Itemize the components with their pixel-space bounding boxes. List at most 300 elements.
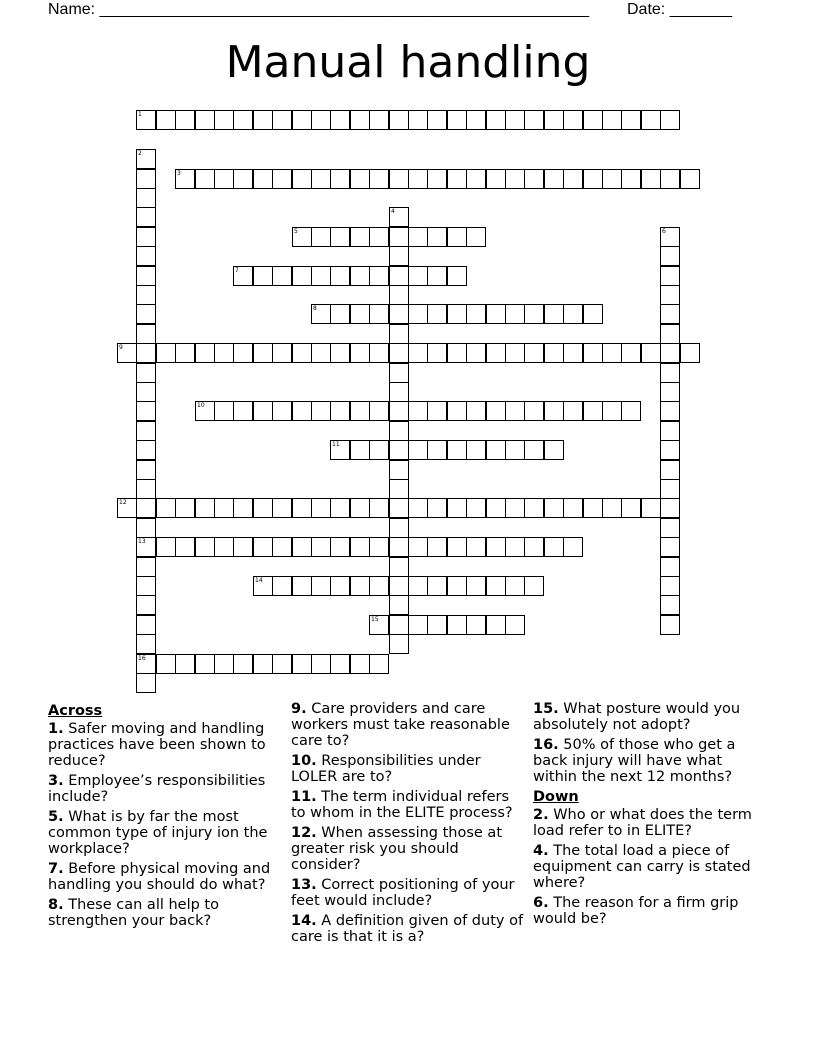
grid-cell[interactable] (156, 498, 176, 518)
grid-cell[interactable] (524, 110, 544, 130)
grid-cell[interactable] (136, 188, 156, 208)
grid-cell[interactable] (447, 401, 467, 421)
grid-cell[interactable] (311, 343, 331, 363)
clue-text: Responsibilities under LOLER are to? (291, 753, 481, 785)
grid-cell[interactable] (330, 401, 350, 421)
grid-cell[interactable] (486, 615, 506, 635)
grid-cell[interactable] (369, 169, 389, 189)
grid-cell[interactable] (253, 498, 273, 518)
grid-cell[interactable] (214, 169, 234, 189)
grid-cell[interactable] (136, 518, 156, 538)
grid-cell[interactable] (389, 557, 409, 577)
grid-cell[interactable] (311, 227, 331, 247)
grid-cell[interactable] (486, 537, 506, 557)
grid-cell[interactable] (680, 343, 700, 363)
grid-cell[interactable] (427, 537, 447, 557)
grid-cell[interactable] (466, 110, 486, 130)
grid-cell[interactable] (621, 401, 641, 421)
grid-cell[interactable] (427, 343, 447, 363)
grid-cell[interactable] (563, 304, 583, 324)
grid-cell[interactable] (233, 110, 253, 130)
grid-cell[interactable] (486, 498, 506, 518)
grid-cell[interactable] (272, 169, 292, 189)
grid-cell[interactable] (486, 343, 506, 363)
grid-cell[interactable] (505, 615, 525, 635)
grid-cell[interactable] (292, 343, 312, 363)
grid-cell[interactable] (272, 110, 292, 130)
grid-cell[interactable] (350, 576, 370, 596)
grid-cell[interactable] (195, 654, 215, 674)
grid-cell[interactable] (427, 440, 447, 460)
grid-cell[interactable] (136, 343, 156, 363)
grid-cell[interactable] (175, 498, 195, 518)
grid-cell[interactable] (466, 498, 486, 518)
grid-cell[interactable] (292, 110, 312, 130)
grid-cell[interactable] (272, 537, 292, 557)
grid-cell[interactable] (408, 498, 428, 518)
grid-cell[interactable] (524, 576, 544, 596)
grid-cell[interactable] (505, 343, 525, 363)
grid-cell[interactable] (660, 324, 680, 344)
grid-cell[interactable] (389, 576, 409, 596)
grid-cell[interactable] (389, 479, 409, 499)
grid-cell[interactable] (389, 401, 409, 421)
grid-cell[interactable] (136, 227, 156, 247)
grid-cell[interactable] (660, 498, 680, 518)
grid-cell[interactable] (505, 498, 525, 518)
grid-cell[interactable] (641, 169, 661, 189)
grid-cell[interactable] (563, 537, 583, 557)
grid-cell[interactable] (389, 343, 409, 363)
grid-cell[interactable] (311, 266, 331, 286)
grid-cell[interactable] (233, 401, 253, 421)
grid-cell[interactable] (544, 498, 564, 518)
grid-cell[interactable] (136, 460, 156, 480)
grid-cell[interactable] (466, 401, 486, 421)
grid-cell[interactable] (660, 460, 680, 480)
grid-cell[interactable] (544, 169, 564, 189)
grid-cell[interactable] (136, 576, 156, 596)
grid-cell[interactable] (583, 304, 603, 324)
grid-cell[interactable] (350, 343, 370, 363)
grid-cell[interactable] (408, 343, 428, 363)
grid-cell[interactable] (389, 460, 409, 480)
grid-cell[interactable] (544, 401, 564, 421)
grid-cell[interactable] (505, 576, 525, 596)
grid-cell[interactable] (641, 498, 661, 518)
grid-cell[interactable] (214, 343, 234, 363)
grid-cell[interactable] (136, 615, 156, 635)
clue-text: What is by far the most common type of injury ion the workplace? (48, 809, 268, 857)
grid-cell[interactable] (680, 169, 700, 189)
grid-cell[interactable] (447, 169, 467, 189)
clue-number: 6. (533, 895, 549, 911)
grid-cell[interactable] (563, 343, 583, 363)
grid-cell[interactable] (195, 169, 215, 189)
grid-cell[interactable] (660, 421, 680, 441)
grid-cell[interactable] (563, 169, 583, 189)
grid-cell[interactable] (486, 169, 506, 189)
grid-cell[interactable] (660, 169, 680, 189)
grid-cell[interactable] (447, 440, 467, 460)
grid-cell[interactable] (272, 576, 292, 596)
grid-cell[interactable] (389, 440, 409, 460)
grid-cell[interactable] (660, 343, 680, 363)
grid-cell[interactable] (602, 498, 622, 518)
grid-cell[interactable] (660, 537, 680, 557)
grid-cell[interactable] (447, 266, 467, 286)
grid-cell[interactable] (524, 498, 544, 518)
grid-cell[interactable] (563, 401, 583, 421)
grid-cell[interactable] (641, 110, 661, 130)
grid-cell[interactable] (253, 266, 273, 286)
grid-cell[interactable] (214, 110, 234, 130)
grid-cell[interactable] (486, 110, 506, 130)
grid-cell[interactable] (544, 110, 564, 130)
grid-cell[interactable] (272, 654, 292, 674)
grid-cell[interactable] (272, 401, 292, 421)
grid-cell[interactable] (408, 537, 428, 557)
grid-cell[interactable] (350, 654, 370, 674)
grid-cell[interactable] (233, 169, 253, 189)
grid-cell[interactable] (544, 343, 564, 363)
grid-cell[interactable] (369, 654, 389, 674)
grid-cell[interactable] (621, 498, 641, 518)
grid-cell[interactable] (136, 557, 156, 577)
grid-cell[interactable] (427, 227, 447, 247)
grid-cell[interactable] (583, 110, 603, 130)
grid-cell[interactable] (466, 304, 486, 324)
grid-cell[interactable] (505, 169, 525, 189)
grid-cell[interactable] (389, 518, 409, 538)
grid-cell[interactable] (389, 634, 409, 654)
grid-cell[interactable] (369, 440, 389, 460)
grid-cell[interactable] (233, 537, 253, 557)
grid-cell[interactable] (156, 343, 176, 363)
grid-cell[interactable] (136, 266, 156, 286)
grid-cell[interactable] (136, 363, 156, 383)
grid-cell[interactable] (330, 343, 350, 363)
grid-cell[interactable] (660, 401, 680, 421)
grid-cell[interactable] (427, 266, 447, 286)
grid-cell[interactable] (311, 169, 331, 189)
grid-cell[interactable] (389, 421, 409, 441)
grid-cell[interactable] (427, 498, 447, 518)
grid-cell[interactable] (272, 498, 292, 518)
grid-cell[interactable] (195, 343, 215, 363)
grid-cell[interactable] (350, 304, 370, 324)
grid-cell[interactable] (330, 498, 350, 518)
grid-cell[interactable] (602, 169, 622, 189)
grid-cell[interactable] (389, 304, 409, 324)
grid-cell[interactable] (621, 169, 641, 189)
grid-cell[interactable] (350, 440, 370, 460)
grid-cell[interactable] (660, 615, 680, 635)
grid-cell[interactable] (505, 401, 525, 421)
grid-cell[interactable] (369, 110, 389, 130)
grid-cell[interactable] (427, 169, 447, 189)
clues-column-3 (533, 701, 769, 931)
grid-cell[interactable] (447, 110, 467, 130)
grid-cell[interactable] (253, 169, 273, 189)
grid-cell[interactable] (505, 304, 525, 324)
grid-cell[interactable] (175, 343, 195, 363)
clue-across-14 (291, 913, 527, 945)
grid-cell[interactable] (350, 401, 370, 421)
grid-cell[interactable] (350, 227, 370, 247)
grid-cell[interactable] (660, 382, 680, 402)
grid-cell[interactable] (136, 285, 156, 305)
grid-cell[interactable] (136, 421, 156, 441)
grid-cell[interactable] (427, 576, 447, 596)
grid-cell[interactable] (369, 304, 389, 324)
clue-across-15 (533, 701, 769, 733)
grid-cell[interactable] (389, 363, 409, 383)
grid-cell[interactable] (292, 537, 312, 557)
grid-cell[interactable] (583, 169, 603, 189)
grid-cell[interactable] (369, 266, 389, 286)
grid-cell[interactable] (447, 576, 467, 596)
grid-cell[interactable] (408, 110, 428, 130)
grid-cell[interactable] (427, 401, 447, 421)
grid-cell[interactable] (253, 343, 273, 363)
grid-cell[interactable] (175, 537, 195, 557)
grid-cell[interactable] (292, 654, 312, 674)
grid-cell[interactable] (660, 440, 680, 460)
grid-cell[interactable] (583, 343, 603, 363)
grid-cell[interactable] (524, 537, 544, 557)
grid-cell[interactable] (136, 440, 156, 460)
grid-cell[interactable] (524, 401, 544, 421)
grid-cell[interactable] (350, 169, 370, 189)
grid-cell[interactable] (136, 498, 156, 518)
grid-cell[interactable] (136, 324, 156, 344)
grid-cell[interactable] (311, 576, 331, 596)
grid-cell[interactable] (330, 537, 350, 557)
grid-cell[interactable] (486, 576, 506, 596)
grid-cell[interactable] (505, 110, 525, 130)
grid-cell[interactable] (389, 169, 409, 189)
grid-cell[interactable] (233, 654, 253, 674)
grid-cell[interactable] (524, 304, 544, 324)
clue-across-3 (48, 773, 284, 805)
grid-cell[interactable] (660, 304, 680, 324)
grid-cell[interactable] (136, 207, 156, 227)
grid-cell[interactable] (330, 304, 350, 324)
grid-cell[interactable] (136, 673, 156, 693)
grid-cell[interactable] (233, 498, 253, 518)
grid-cell[interactable] (660, 595, 680, 615)
grid-cell[interactable] (466, 576, 486, 596)
grid-cell[interactable] (408, 401, 428, 421)
grid-cell[interactable] (660, 363, 680, 383)
grid-cell[interactable] (389, 498, 409, 518)
grid-cell[interactable] (311, 110, 331, 130)
grid-cell[interactable] (214, 401, 234, 421)
grid-cell[interactable] (486, 440, 506, 460)
grid-cell[interactable] (292, 576, 312, 596)
grid-cell[interactable] (447, 537, 467, 557)
grid-cell[interactable] (447, 498, 467, 518)
grid-cell[interactable] (641, 343, 661, 363)
grid-cell[interactable] (330, 169, 350, 189)
grid-cell[interactable] (408, 576, 428, 596)
grid-cell[interactable] (136, 595, 156, 615)
grid-cell[interactable] (544, 304, 564, 324)
grid-cell[interactable] (156, 110, 176, 130)
grid-cell[interactable] (466, 227, 486, 247)
grid-cell[interactable] (389, 324, 409, 344)
grid-cell[interactable] (233, 343, 253, 363)
grid-cell[interactable] (330, 266, 350, 286)
clue-across-11 (291, 789, 527, 821)
grid-cell[interactable] (447, 304, 467, 324)
grid-cell[interactable] (253, 654, 273, 674)
grid-cell[interactable] (389, 266, 409, 286)
grid-cell[interactable] (350, 498, 370, 518)
grid-cell[interactable] (544, 440, 564, 460)
grid-cell[interactable] (214, 654, 234, 674)
grid-cell[interactable] (660, 518, 680, 538)
grid-cell[interactable] (466, 537, 486, 557)
grid-cell[interactable] (621, 110, 641, 130)
grid-cell[interactable] (505, 440, 525, 460)
grid-cell[interactable] (156, 537, 176, 557)
grid-cell[interactable] (253, 401, 273, 421)
grid-cell[interactable] (136, 304, 156, 324)
grid-cell[interactable] (427, 110, 447, 130)
grid-cell[interactable] (389, 595, 409, 615)
grid-cell[interactable] (136, 169, 156, 189)
grid-cell[interactable] (136, 634, 156, 654)
clue-text: Who or what does the term load refer to in ELITE? (533, 807, 752, 839)
grid-cell[interactable] (408, 266, 428, 286)
grid-cell[interactable] (311, 654, 331, 674)
grid-cell[interactable] (136, 479, 156, 499)
grid-cell[interactable] (389, 537, 409, 557)
grid-cell[interactable] (660, 576, 680, 596)
grid-cell[interactable] (408, 169, 428, 189)
clue-text: These can all help to strengthen your back? (48, 897, 219, 929)
grid-cell[interactable] (272, 266, 292, 286)
grid-cell[interactable] (486, 304, 506, 324)
grid-cell[interactable] (195, 110, 215, 130)
grid-cell[interactable] (660, 266, 680, 286)
grid-cell[interactable] (583, 401, 603, 421)
grid-cell[interactable] (447, 227, 467, 247)
grid-cell[interactable] (660, 285, 680, 305)
clue-across-9 (291, 701, 527, 749)
grid-cell[interactable] (466, 440, 486, 460)
grid-cell[interactable] (524, 343, 544, 363)
grid-cell[interactable] (350, 537, 370, 557)
grid-cell[interactable] (660, 479, 680, 499)
grid-cell[interactable] (447, 343, 467, 363)
grid-cell[interactable] (505, 537, 525, 557)
grid-cell[interactable] (253, 110, 273, 130)
grid-cell[interactable] (330, 227, 350, 247)
grid-cell[interactable] (292, 169, 312, 189)
grid-cell[interactable] (369, 227, 389, 247)
grid-cell[interactable] (214, 537, 234, 557)
grid-cell[interactable] (136, 246, 156, 266)
grid-cell[interactable] (389, 110, 409, 130)
grid-cell[interactable] (524, 440, 544, 460)
grid-cell[interactable] (408, 615, 428, 635)
grid-cell[interactable] (408, 440, 428, 460)
grid-cell[interactable] (253, 537, 273, 557)
grid-cell[interactable] (195, 537, 215, 557)
grid-cell[interactable] (621, 343, 641, 363)
grid-cell[interactable] (602, 401, 622, 421)
grid-cell[interactable] (369, 498, 389, 518)
grid-cell[interactable] (563, 498, 583, 518)
grid-cell[interactable] (136, 382, 156, 402)
grid-cell[interactable] (369, 576, 389, 596)
grid-cell[interactable] (369, 343, 389, 363)
grid-cell[interactable] (544, 537, 564, 557)
grid-cell[interactable] (195, 498, 215, 518)
grid-cell[interactable] (175, 654, 195, 674)
grid-cell[interactable] (427, 615, 447, 635)
grid-cell[interactable] (389, 227, 409, 247)
grid-cell[interactable] (292, 401, 312, 421)
grid-cell[interactable] (292, 498, 312, 518)
grid-cell[interactable] (175, 110, 195, 130)
grid-cell[interactable] (389, 246, 409, 266)
name-field: Name: _______________________________________________________ (48, 1, 589, 18)
grid-cell[interactable] (156, 654, 176, 674)
grid-cell[interactable] (311, 537, 331, 557)
grid-cell[interactable] (660, 557, 680, 577)
grid-cell[interactable] (350, 110, 370, 130)
grid-cell[interactable] (427, 304, 447, 324)
cell-number: 14 (255, 577, 263, 584)
grid-cell[interactable] (408, 304, 428, 324)
grid-cell[interactable] (660, 246, 680, 266)
grid-cell[interactable] (330, 654, 350, 674)
grid-cell[interactable] (292, 266, 312, 286)
cell-number: 2 (138, 150, 142, 157)
grid-cell[interactable] (602, 343, 622, 363)
grid-cell[interactable] (311, 401, 331, 421)
grid-cell[interactable] (563, 110, 583, 130)
grid-cell[interactable] (486, 401, 506, 421)
grid-cell[interactable] (466, 615, 486, 635)
grid-cell[interactable] (272, 343, 292, 363)
grid-cell[interactable] (602, 110, 622, 130)
grid-cell[interactable] (369, 401, 389, 421)
grid-cell[interactable] (369, 537, 389, 557)
grid-cell[interactable] (389, 382, 409, 402)
grid-cell[interactable] (466, 169, 486, 189)
grid-cell[interactable] (389, 285, 409, 305)
grid-cell[interactable] (330, 576, 350, 596)
grid-cell[interactable] (136, 401, 156, 421)
grid-cell[interactable] (408, 227, 428, 247)
grid-cell[interactable] (311, 498, 331, 518)
grid-cell[interactable] (524, 169, 544, 189)
grid-cell[interactable] (466, 343, 486, 363)
grid-cell[interactable] (660, 110, 680, 130)
grid-cell[interactable] (330, 110, 350, 130)
cell-number: 7 (235, 267, 239, 274)
grid-cell[interactable] (447, 615, 467, 635)
grid-cell[interactable] (350, 266, 370, 286)
grid-cell[interactable] (583, 498, 603, 518)
grid-cell[interactable] (389, 615, 409, 635)
grid-cell[interactable] (214, 498, 234, 518)
